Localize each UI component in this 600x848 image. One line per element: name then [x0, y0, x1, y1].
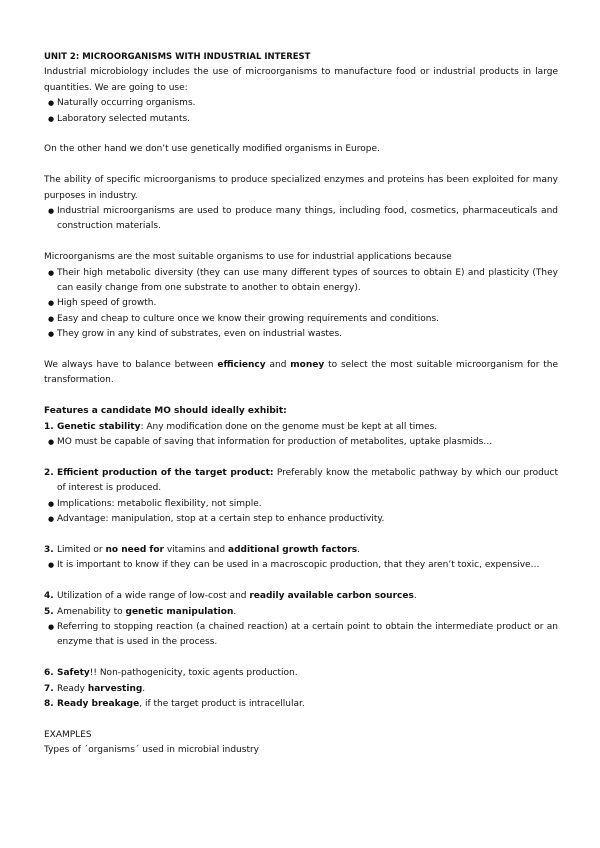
bullet-icon: ●	[48, 99, 55, 108]
list-item: ● Advantage: manipulation, stop at a certain step to enhance productivity.	[44, 512, 558, 527]
features-heading: Features a candidate MO should ideally exhibit:	[44, 406, 287, 417]
list-item: ● It is important to know if they can be used in a macroscopic production, that they aren’t toxic, expensive…	[44, 558, 558, 573]
feature-item-6: 6. Safety!! Non-pathogenicity, toxic agents production.	[44, 668, 298, 679]
list-item: ● Implications: metabolic flexibility, not simple.	[44, 497, 558, 512]
bullet-icon: ●	[48, 330, 55, 339]
list-item: ● Easy and cheap to culture once we know their growing requirements and conditions.	[44, 312, 558, 327]
list-item: ● They grow in any kind of substrates, even on industrial wastes.	[44, 327, 558, 342]
list-item: ● Laboratory selected mutants.	[44, 112, 558, 127]
bullet-icon: ●	[48, 207, 55, 216]
suitable-paragraph: Microorganisms are the most suitable organisms to use for industrial applications because	[44, 252, 452, 263]
list-item: ● Referring to stopping reaction (a chained reaction) at a certain point to obtain the intermediate product or an enzyme that is used in the process.	[48, 621, 558, 648]
bullet-icon: ●	[48, 314, 55, 323]
bullet-icon: ●	[48, 515, 55, 524]
enzymes-paragraph: The ability of specific microorganisms to produce specialized enzymes and proteins has been exploited for many purposes in industry.	[44, 175, 558, 201]
feature-item-4: 4. Utilization of a wide range of low-cost and readily available carbon sources.	[44, 591, 417, 602]
list-item: ● Naturally occurring organisms.	[44, 96, 558, 111]
examples-line: Types of ´organisms´ used in microbial industry	[44, 745, 259, 756]
list-item: ● MO must be capable of saving that information for production of metabolites, uptake plasmids…	[44, 435, 558, 450]
feature-item-7: 7. Ready harvesting.	[44, 683, 146, 694]
bullet-icon: ●	[48, 499, 55, 508]
intro-paragraph: Industrial microbiology includes the use of microorganisms to manufacture food or industrial products in large quantities. We are going to use:	[44, 67, 558, 93]
feature-item-2: 2. Efficient production of the target product: Preferably know the metabolic pathway by which our product of interest is produced.	[44, 467, 558, 494]
feature-item-1: 1. Genetic stability: Any modification done on the genome must be kept at all times.	[44, 421, 438, 432]
feature-item-8: 8. Ready breakage, if the target product is intracellular.	[44, 698, 305, 709]
list-item: ● High speed of growth.	[44, 296, 558, 311]
bullet-icon: ●	[48, 299, 55, 308]
feature-item-3: 3. Limited or no need for vitamins and additional growth factors.	[44, 544, 361, 555]
bullet-icon: ●	[48, 114, 55, 123]
unit-title: UNIT 2: MICROORGANISMS WITH INDUSTRIAL INTEREST	[44, 52, 311, 62]
bullet-icon: ●	[48, 622, 55, 631]
bullet-icon: ●	[48, 268, 55, 277]
list-item: ● Industrial microorganisms are used to produce many things, including food, cosmetics, pharmaceuticals and construction materials.	[48, 206, 558, 232]
bullet-icon: ●	[48, 438, 55, 447]
list-item: ● Their high metabolic diversity (they can use many different types of sources to obtain E) and plasticity (They can easily change from one substrate to another to obtain energy).	[48, 267, 558, 294]
gmo-paragraph: On the other hand we don’t use genetically modified organisms in Europe.	[44, 144, 380, 155]
balance-paragraph: We always have to balance between efficiency and money to select the most suitable microorganism for the transformation.	[44, 360, 559, 386]
bullet-icon: ●	[48, 561, 55, 570]
examples-heading: EXAMPLES	[44, 729, 92, 740]
feature-item-5: 5. Amenability to genetic manipulation.	[44, 606, 237, 617]
